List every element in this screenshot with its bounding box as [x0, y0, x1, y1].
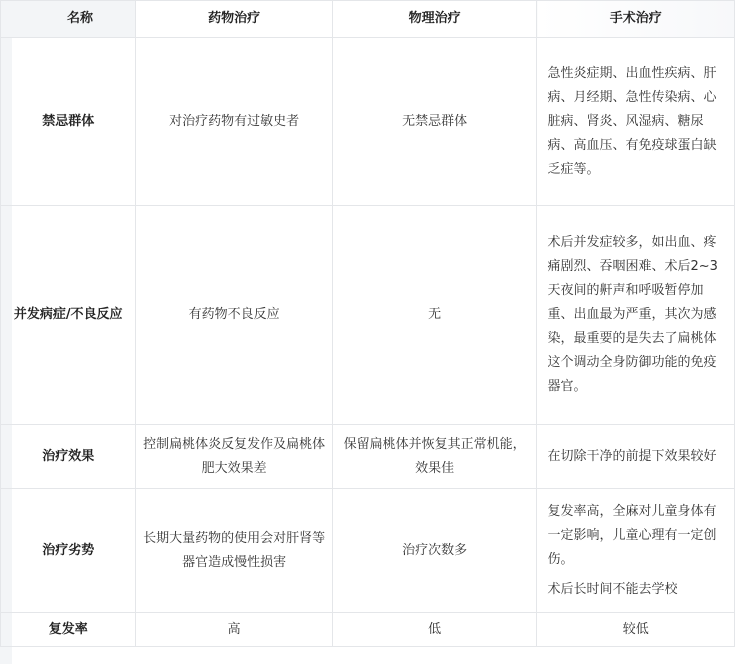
- cell-physical: 无禁忌群体: [332, 38, 537, 206]
- row-label: 治疗劣势: [1, 489, 136, 613]
- row-label: 治疗效果: [1, 425, 136, 489]
- cell-paragraph: 术后并发症较多，如出血、疼痛剧烈、吞咽困难、术后2~3天夜间的鼾声和呼吸暂停加重、出血最为严重，其次为感染，最重要的是失去了扁桃体这个调动全身防御功能的免疫器官。: [547, 235, 718, 394]
- row-label: 禁忌群体: [1, 38, 136, 206]
- cell-paragraph: 较低: [622, 621, 649, 637]
- cell-surgery: [537, 489, 735, 613]
- table-row: [1, 425, 735, 489]
- cell-drug: 有药物不良反应: [136, 206, 332, 425]
- header-drug: 药物治疗: [136, 1, 332, 38]
- header-surgery: 手术治疗: [537, 1, 735, 38]
- cell-drug: 高: [136, 613, 332, 647]
- cell-physical: 治疗次数多: [332, 489, 537, 613]
- table-row: [1, 38, 735, 206]
- cell-paragraph: 在切除干净的前提下效果较好: [547, 448, 717, 464]
- cell-surgery: [537, 206, 735, 425]
- table-row: [1, 206, 735, 425]
- cell-paragraph: 复发率高，全麻对儿童身体有一定影响，儿童心理有一定创伤。: [547, 503, 717, 567]
- cell-surgery: [537, 425, 735, 489]
- row-label: 并发病症/不良反应: [1, 206, 136, 425]
- header-row: [1, 1, 735, 38]
- cell-surgery: [537, 613, 735, 647]
- table-row: [1, 489, 735, 613]
- cell-paragraph: 急性炎症期、出血性疾病、肝病、月经期、急性传染病、心脏病、肾炎、风湿病、糖尿病、高血压、有免疫球蛋白缺乏症等。: [547, 65, 717, 177]
- cell-physical: 保留扁桃体并恢复其正常机能，效果佳: [332, 425, 537, 489]
- cell-physical: 无: [332, 206, 537, 425]
- table-row: [1, 613, 735, 647]
- cell-surgery: [537, 38, 735, 206]
- header-physical: 物理治疗: [332, 1, 537, 38]
- row-label: 复发率: [1, 613, 136, 647]
- cell-physical: 低: [332, 613, 537, 647]
- cell-drug: 对治疗药物有过敏史者: [136, 38, 332, 206]
- header-name: 名称: [1, 1, 136, 38]
- cell-drug: 长期大量药物的使用会对肝肾等器官造成慢性损害: [136, 489, 332, 613]
- cell-drug: 控制扁桃体炎反复发作及扁桃体肥大效果差: [136, 425, 332, 489]
- cell-paragraph: 术后长时间不能去学校: [547, 581, 678, 597]
